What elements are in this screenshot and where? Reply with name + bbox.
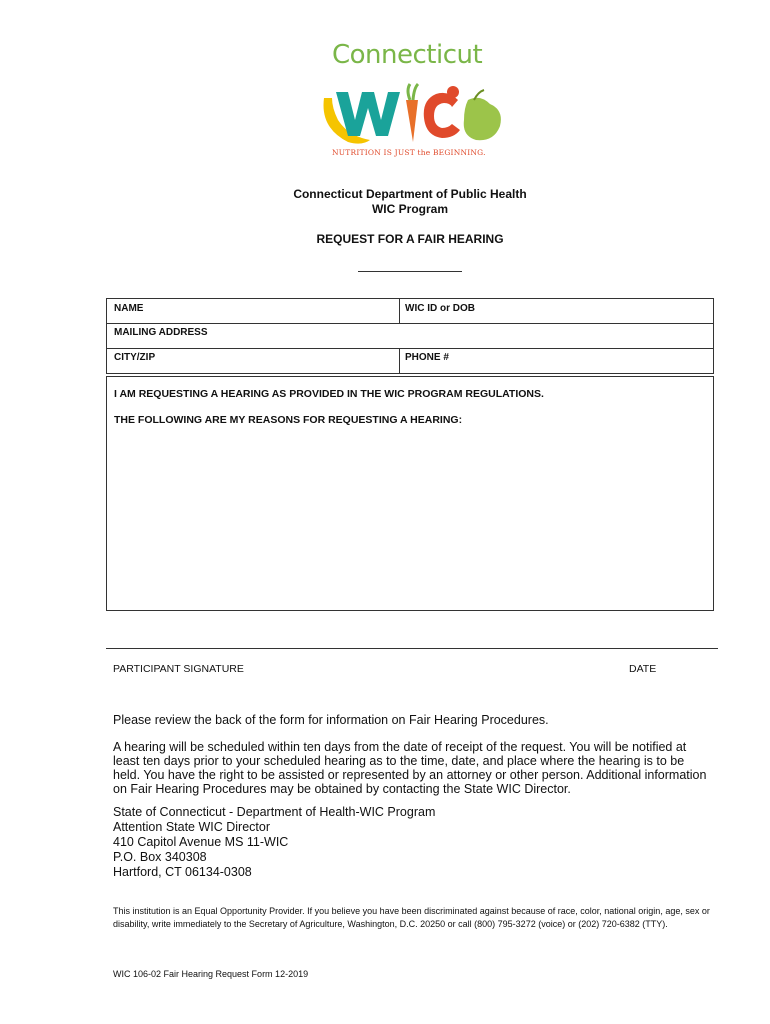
hearing-statement: I AM REQUESTING A HEARING AS PROVIDED IN THE WIC PROGRAM REGULATIONS. <box>114 388 544 400</box>
name-field[interactable]: NAME <box>114 303 144 314</box>
signature-line[interactable] <box>106 648 718 649</box>
form-footer: WIC 106-02 Fair Hearing Request Form 12-2019 <box>113 969 309 979</box>
department-heading: Connecticut Department of Public Health <box>293 187 527 201</box>
divider <box>399 299 400 324</box>
signature-label: PARTICIPANT SIGNATURE <box>113 663 244 675</box>
date-label: DATE <box>629 663 657 675</box>
address-line: 410 Capitol Avenue MS 11-WIC <box>113 835 289 849</box>
divider <box>399 349 400 374</box>
form-number-line <box>358 271 462 272</box>
address-line: Hartford, CT 06134-0308 <box>113 865 252 879</box>
carrot-icon <box>406 100 418 142</box>
letter-c <box>424 93 460 138</box>
wic-id-field[interactable]: WIC ID or DOB <box>405 303 475 314</box>
logo-state-name: Connecticut <box>332 40 483 70</box>
program-heading: WIC Program <box>371 202 448 216</box>
review-notice: Please review the back of the form for information on Fair Hearing Procedures. <box>113 713 549 727</box>
address-line: Attention State WIC Director <box>113 820 271 834</box>
form-title: REQUEST FOR A FAIR HEARING <box>316 232 504 246</box>
equal-opportunity-statement: This institution is an Equal Opportunity Provider. If you believe you have been discriminated against because of race, color, national origin, age, sex or disability, write immediately to the Secretary of Agriculture, Washington, D.C. 20250 or call (800) 795-3272 (voice) or (202) 720-6382 (TTY). <box>113 906 710 929</box>
wic-logo-graphic <box>318 70 508 148</box>
mailing-address-field[interactable]: MAILING ADDRESS <box>114 327 208 338</box>
pear-icon <box>464 98 501 140</box>
reasons-textarea[interactable] <box>106 376 714 611</box>
scheduling-notice: A hearing will be scheduled within ten days from the date of receipt of the request. You will be notified at least ten days prior to your scheduled hearing as to the time, date, and place where the hearing is to be held. You have the right to be assisted or represented by an attorney or other person. Additional information on Fair Hearing Procedures may be obtained by contacting the State WIC Director. <box>113 740 707 796</box>
mailing-address-block <box>113 805 435 880</box>
reasons-prompt: THE FOLLOWING ARE MY REASONS FOR REQUESTING A HEARING: <box>114 414 463 426</box>
phone-field[interactable]: PHONE # <box>405 352 449 363</box>
applicant-info-table <box>106 298 714 374</box>
logo-tagline: NUTRITION IS JUST the BEGINNING. <box>332 148 486 157</box>
address-line: State of Connecticut - Department of Health-WIC Program <box>113 805 436 819</box>
address-line: P.O. Box 340308 <box>113 850 207 864</box>
wic-logo <box>318 40 508 160</box>
city-zip-field[interactable]: CITY/ZIP <box>114 352 156 363</box>
